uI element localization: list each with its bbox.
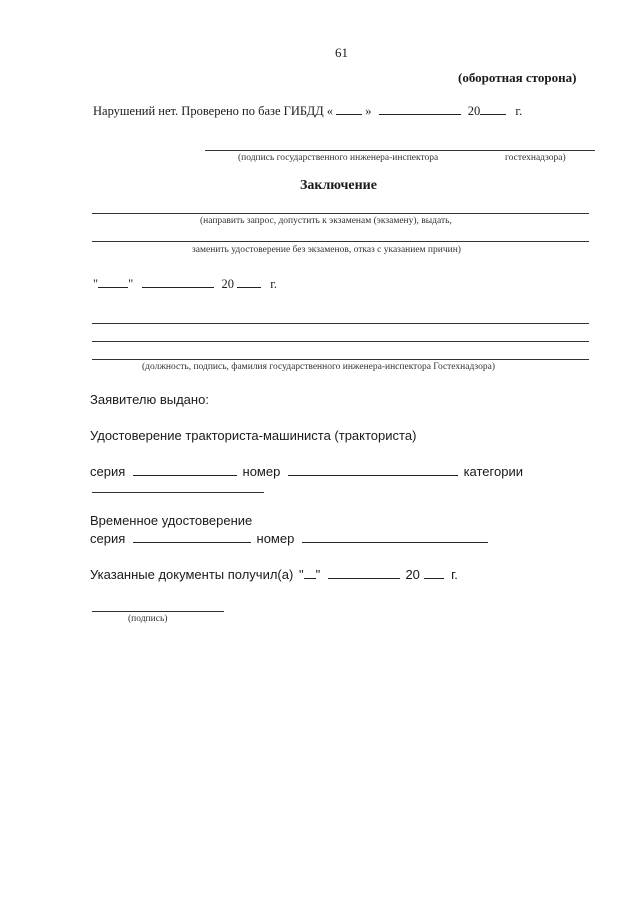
- received-close-quote: ": [315, 567, 321, 582]
- temporary-series-label: серия: [90, 531, 126, 546]
- inspector-signature-line[interactable]: [205, 150, 595, 151]
- applicant-signature-line[interactable]: [92, 611, 224, 612]
- received-year-blank[interactable]: [424, 566, 444, 579]
- license-number-label: номер: [242, 464, 281, 479]
- received-day-blank[interactable]: [304, 566, 316, 579]
- inspector-position-line-2[interactable]: [92, 341, 589, 342]
- date-day-blank[interactable]: [98, 275, 128, 288]
- inspector-position-caption: (должность, подпись, фамилия государственного инженера-инспектора Гостехнадзора): [142, 362, 495, 372]
- inspector-signature-caption-right: гостехнадзора): [505, 153, 566, 163]
- license-series-blank[interactable]: [133, 463, 237, 476]
- issued-heading: Заявителю выдано:: [90, 392, 209, 407]
- received-line: [90, 566, 458, 582]
- date-open-quote: ": [93, 277, 99, 291]
- temporary-license-title: Временное удостоверение: [90, 513, 253, 528]
- temporary-number-label: номер: [256, 531, 295, 546]
- received-month-blank[interactable]: [328, 566, 400, 579]
- inspector-position-line-1[interactable]: [92, 323, 589, 324]
- received-year-suffix: г.: [451, 567, 458, 582]
- year-suffix: г.: [515, 104, 523, 118]
- temporary-series-number-line: [90, 530, 488, 546]
- side-label: (оборотная сторона): [458, 70, 577, 85]
- conclusion-title: Заключение: [300, 178, 377, 193]
- license-categories-line[interactable]: [92, 492, 264, 493]
- year-prefix: 20: [467, 104, 481, 118]
- license-number-blank[interactable]: [288, 463, 458, 476]
- date-month-blank[interactable]: [142, 275, 214, 288]
- date-year-suffix: г.: [270, 277, 278, 291]
- inspector-signature-caption: (подпись государственного инженера-инспектора: [238, 153, 439, 163]
- received-open-quote: ": [298, 567, 304, 582]
- received-year-prefix: 20: [405, 567, 420, 582]
- gibdd-check-text: Нарушений нет. Проверено по базе ГИБДД «: [93, 104, 334, 118]
- license-categories-label: категории: [463, 464, 523, 479]
- inspector-position-line-3[interactable]: [92, 359, 589, 360]
- license-series-number-line: [90, 463, 523, 479]
- conclusion-date-line: [93, 275, 277, 292]
- temporary-series-blank[interactable]: [133, 530, 251, 543]
- quote-close: »: [365, 104, 372, 118]
- date-year-prefix: 20: [221, 277, 234, 291]
- received-text: Указанные документы получил(а): [90, 567, 294, 582]
- day-blank[interactable]: [336, 102, 362, 115]
- conclusion-line-1[interactable]: [92, 213, 589, 214]
- page-number: 61: [335, 45, 348, 60]
- temporary-number-blank[interactable]: [302, 530, 488, 543]
- conclusion-line-2[interactable]: [92, 241, 589, 242]
- date-close-quote: ": [128, 277, 134, 291]
- conclusion-caption-1: (направить запрос, допустить к экзаменам (экзамену), выдать,: [200, 216, 452, 226]
- license-series-label: серия: [90, 464, 126, 479]
- year-blank[interactable]: [480, 102, 506, 115]
- date-year-blank[interactable]: [237, 275, 261, 288]
- license-title: Удостоверение тракториста-машиниста (тракториста): [90, 428, 417, 443]
- month-blank[interactable]: [379, 102, 461, 115]
- gibdd-check-line: [93, 102, 522, 119]
- conclusion-caption-2: заменить удостоверение без экзаменов, отказ с указанием причин): [192, 245, 461, 255]
- applicant-signature-caption: (подпись): [128, 614, 168, 624]
